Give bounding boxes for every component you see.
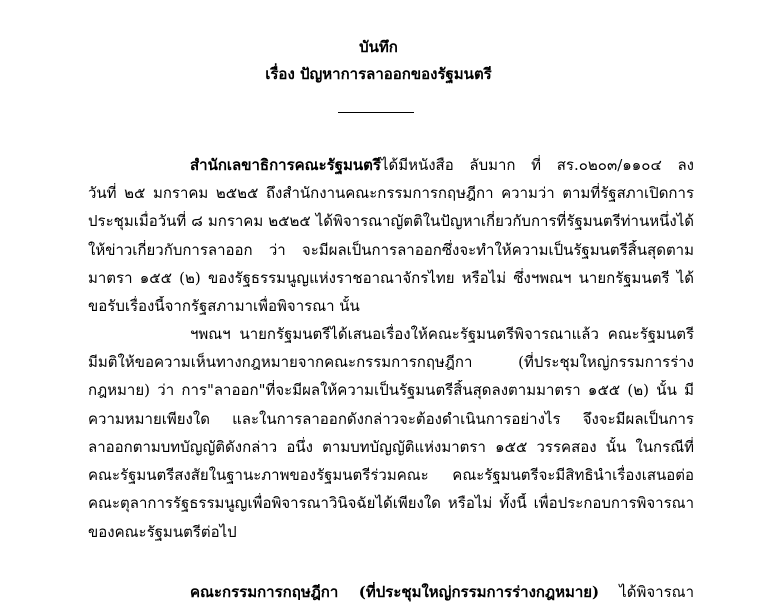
paragraph-1-line: ขอรับเรื่องนี้จากรัฐสภามาเพื่อพิจารณา นั้น (88, 297, 360, 315)
memo-subject: เรื่อง ปัญหาการลาออกของรัฐมนตรี (265, 65, 492, 83)
paragraph-2-line: กฎหมาย) ว่า การ"ลาออก"ที่จะมีผลให้ความเป็นรัฐมนตรีสิ้นสุดลงตามมาตรา ๑๕๕ (๒) นั้น มี (88, 381, 694, 399)
paragraph-2-line: ความหมายเพียงใด และในการลาออกดังกล่าวจะต้องดำเนินการอย่างไร จึงจะมีผลเป็นการ (88, 410, 694, 428)
council-name: คณะกรรมการกฤษฎีกา (ที่ประชุมใหญ่กรรมการร่างกฎหมาย) (190, 583, 600, 601)
paragraph-1-line: วันที่ ๒๕ มกราคม ๒๕๒๕ ถึงสำนักงานคณะกรรมการกฤษฎีกา ความว่า ตามที่รัฐสภาเปิดการ (88, 184, 694, 202)
memo-title: บันทึก (359, 38, 398, 56)
sender-name: สำนักเลขาธิการคณะรัฐมนตรี (190, 156, 381, 174)
paragraph-2-line: ของคณะรัฐมนตรีต่อไป (88, 523, 237, 541)
paragraph-2-line: คณะตุลาการรัฐธรรมนูญเพื่อพิจารณาวินิจฉัยได้เพียงใด หรือไม่ ทั้งนี้ เพื่อประกอบการพิจารณา (88, 494, 694, 512)
paragraph-2-line: มีมติให้ขอความเห็นทางกฎหมายจากคณะกรรมการกฤษฎีกา (ที่ประชุมใหญ่กรรมการร่าง (88, 353, 694, 371)
paragraph-2-line: ลาออกตามบทบัญญัติดังกล่าว อนึ่ง ตามบทบัญญัติแห่งมาตรา ๑๕๕ วรรคสอง นั้น ในกรณีที่ (88, 438, 694, 456)
paragraph-2-line: คณะรัฐมนตรีสงสัยในฐานะภาพของรัฐมนตรีร่วมคณะ คณะรัฐมนตรีจะมีสิทธินำเรื่องเสนอต่อ (88, 466, 694, 484)
paragraph-1-line: ให้ข่าวเกี่ยวกับการลาออก ว่า จะมีผลเป็นการลาออกซึ่งจะทำให้ความเป็นรัฐมนตรีสิ้นสุดตาม (88, 241, 694, 259)
paragraph-1-line: มาตรา ๑๕๕ (๒) ของรัฐธรรมนูญแห่งราชอาณาจักรไทย หรือไม่ ซึ่งฯพณฯ นายกรัฐมนตรี ได้ (88, 269, 694, 287)
paragraph-3-first-line (190, 582, 694, 602)
paragraph-1-first-line (190, 155, 694, 175)
paragraph-2-first-line: ฯพณฯ นายกรัฐมนตรีได้เสนอเรื่องให้คณะรัฐมนตรีพิจารณาแล้ว คณะรัฐมนตรี (190, 325, 694, 343)
paragraph-1-line: ประชุมเมื่อวันที่ ๘ มกราคม ๒๕๒๕ ได้พิจารณาญัตติในปัญหาเกี่ยวกับการที่รัฐมนตรีท่านหนึ่งได้ (88, 212, 694, 230)
title-divider (338, 112, 414, 113)
paragraph-1-lead-text: ได้มีหนังสือ ลับมาก ที่ สร.๐๒๐๓/๑๑๐๔ ลง (380, 156, 694, 174)
paragraph-3-lead-text: ได้พิจารณา (599, 583, 694, 601)
